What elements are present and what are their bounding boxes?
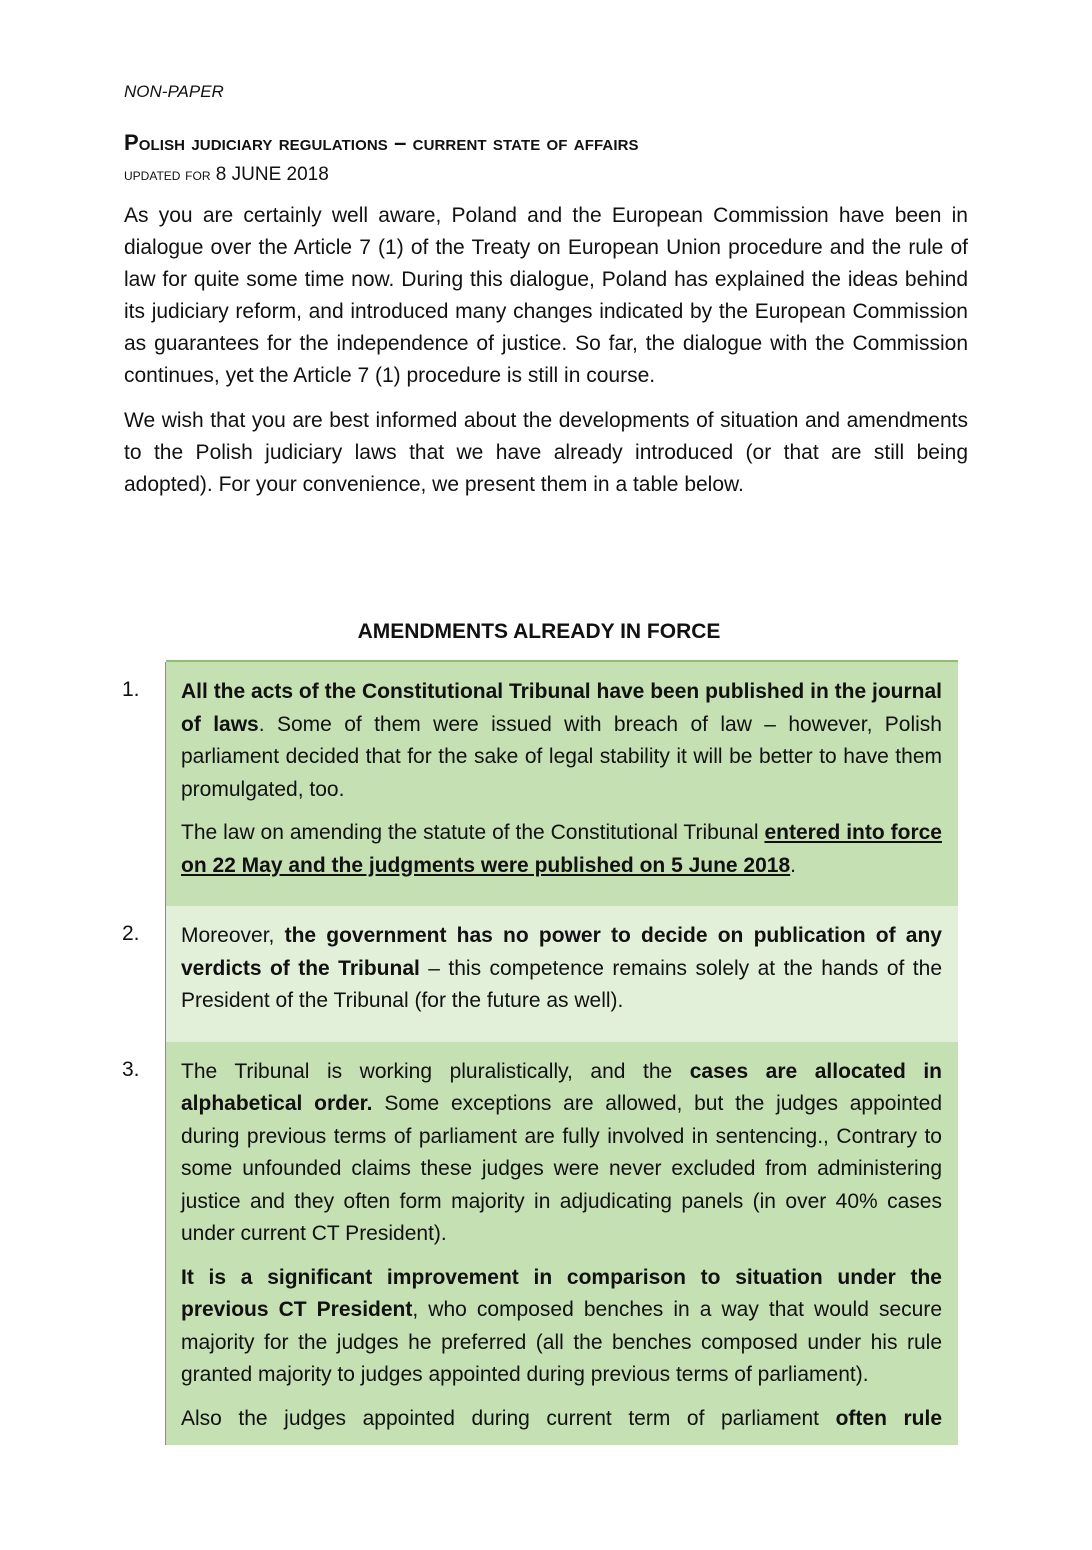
item-paragraph — [181, 676, 942, 806]
item-underlined-text: entered into force on 22 May and the judgments were published on 5 June 2018 — [181, 821, 942, 877]
item-paragraph — [181, 920, 942, 1018]
item-content — [166, 1042, 958, 1446]
document-page — [124, 78, 968, 501]
updated-line — [124, 162, 968, 188]
item-paragraph — [181, 817, 942, 882]
item-content — [166, 906, 958, 1028]
item-text: , who composed benches in a way that would secure majority for the judges he preferred (all the benches composed under his rule granted majority to judges appointed during previous terms of parliament). — [181, 1298, 942, 1386]
item-paragraph — [181, 1262, 942, 1392]
item-paragraph — [181, 1056, 942, 1251]
item-text: Also the judges appointed during current term of parliament — [181, 1406, 836, 1430]
intro-paragraph-1: As you are certainly well aware, Poland and the European Commission have been in dialogue over the Article 7 (1) of the Treaty on European Union procedure and the rule of law for quite some time now. During this dialogue, Poland has explained the ideas behind its judiciary reform, and introduced many changes indicated by the European Commission as guarantees for the independence of justice. So far, the dialogue with the Commission continues, yet the Article 7 (1) procedure is still in course. — [124, 204, 968, 387]
item-text: . — [790, 853, 796, 877]
item-text: – this competence remains solely at the hands of the President of the Tribunal (for the future as well). — [181, 956, 942, 1012]
item-number: 1. — [114, 662, 166, 892]
non-paper-label: NON-PAPER — [124, 82, 224, 101]
updated-date: 8 JUNE 2018 — [215, 164, 329, 185]
table-row — [114, 1042, 958, 1446]
item-bold-text: cases are allocated in alphabetical order. — [181, 1059, 942, 1115]
item-paragraph — [181, 1403, 942, 1436]
item-bold-text: It is a significant improvement in comparison to situation under the previous CT President — [181, 1265, 942, 1321]
item-text: Moreover, — [181, 924, 285, 947]
item-content — [166, 662, 958, 892]
item-bold-text: often rule — [835, 1406, 942, 1430]
table-row — [114, 662, 958, 892]
amendments-table — [114, 660, 958, 1445]
document-title: Polish judiciary regulations – current state of affairs — [124, 130, 639, 155]
row-spacer — [114, 1028, 958, 1042]
item-number: 2. — [114, 906, 166, 1028]
item-bold-text: the government has no power to decide on publication of any verdicts of the Tribunal — [181, 924, 942, 980]
updated-prefix: updated for — [124, 165, 211, 184]
item-text: . Some of them were issued with breach of law – however, Polish parliament decided that for the sake of legal stability it will be better to have them promulgated, too. — [181, 712, 942, 801]
row-spacer — [114, 892, 958, 906]
item-text: The law on amending the statute of the Constitutional Tribunal — [181, 821, 765, 844]
item-bold-text: All the acts of the Constitutional Tribunal have been published in the journal of laws — [181, 680, 942, 736]
section-heading: AMENDMENTS ALREADY IN FORCE — [357, 620, 721, 643]
table-row — [114, 906, 958, 1028]
item-text: Some exceptions are allowed, but the judges appointed during previous terms of parliament are fully involved in sentencing., Contrary to some unfounded claims these judges were never excluded from administering justice and they often form majority in adjudicating panels (in over 40% cases under current CT President). — [181, 1092, 942, 1245]
item-number: 3. — [114, 1042, 166, 1446]
item-text: The Tribunal is working pluralistically, and the — [181, 1059, 690, 1083]
intro-paragraph-2: We wish that you are best informed about the developments of situation and amendments to the Polish judiciary laws that we have already introduced (or that are still being adopted). For your convenience, we present them in a table below. — [124, 409, 968, 496]
